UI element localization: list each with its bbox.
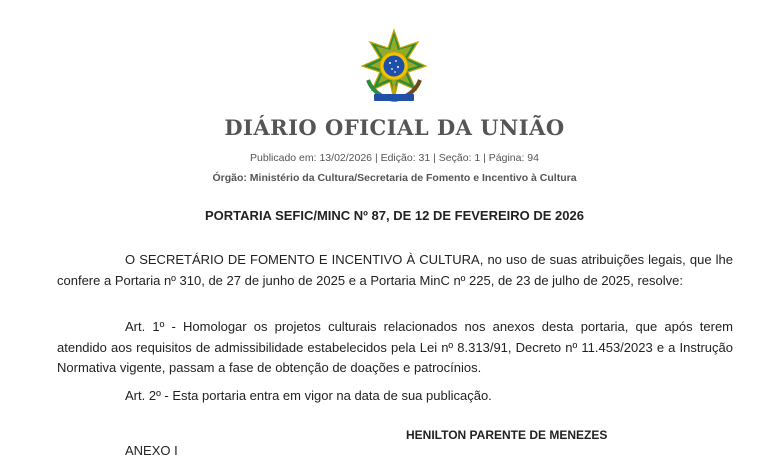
signature-name: HENILTON PARENTE DE MENEZES <box>406 428 608 442</box>
paragraph-preamble: O SECRETÁRIO DE FOMENTO E INCENTIVO À CULTURA, no uso de suas atribuições legais, que lhe confere a Portaria nº 310, de 27 de junho de 2025 e a Portaria MinC nº 225, de 23 de julho de 2025, resolve: <box>57 252 733 288</box>
orgao-value: Ministério da Cultura/Secretaria de Fomento e Incentivo à Cultura <box>249 172 577 184</box>
orgao-line <box>0 172 769 184</box>
paragraph-article-1: Art. 1º - Homologar os projetos culturais relacionados nos anexos desta portaria, que após terem atendido aos requisitos de admissibilidade estabelecidos pela Lei nº 8.313/91, Decreto nº 11.453/2023 e a Instrução Normativa vigente, passam a fase de obtenção de doações e patrocínios. <box>57 319 733 375</box>
publication-info: Publicado em: 13/02/2026 | Edição: 31 | Seção: 1 | Página: 94 <box>250 152 539 164</box>
orgao-label: Órgão: <box>212 172 247 184</box>
paragraph-article-2: Art. 2º - Esta portaria entra em vigor na data de sua publicação. <box>125 388 492 403</box>
annex-label: ANEXO I <box>125 443 178 458</box>
brazil-coat-of-arms-icon <box>354 28 434 108</box>
publication-title: DIÁRIO OFICIAL DA UNIÃO <box>224 115 565 140</box>
document-heading: PORTARIA SEFIC/MINC Nº 87, DE 12 DE FEVEREIRO DE 2026 <box>205 208 584 223</box>
